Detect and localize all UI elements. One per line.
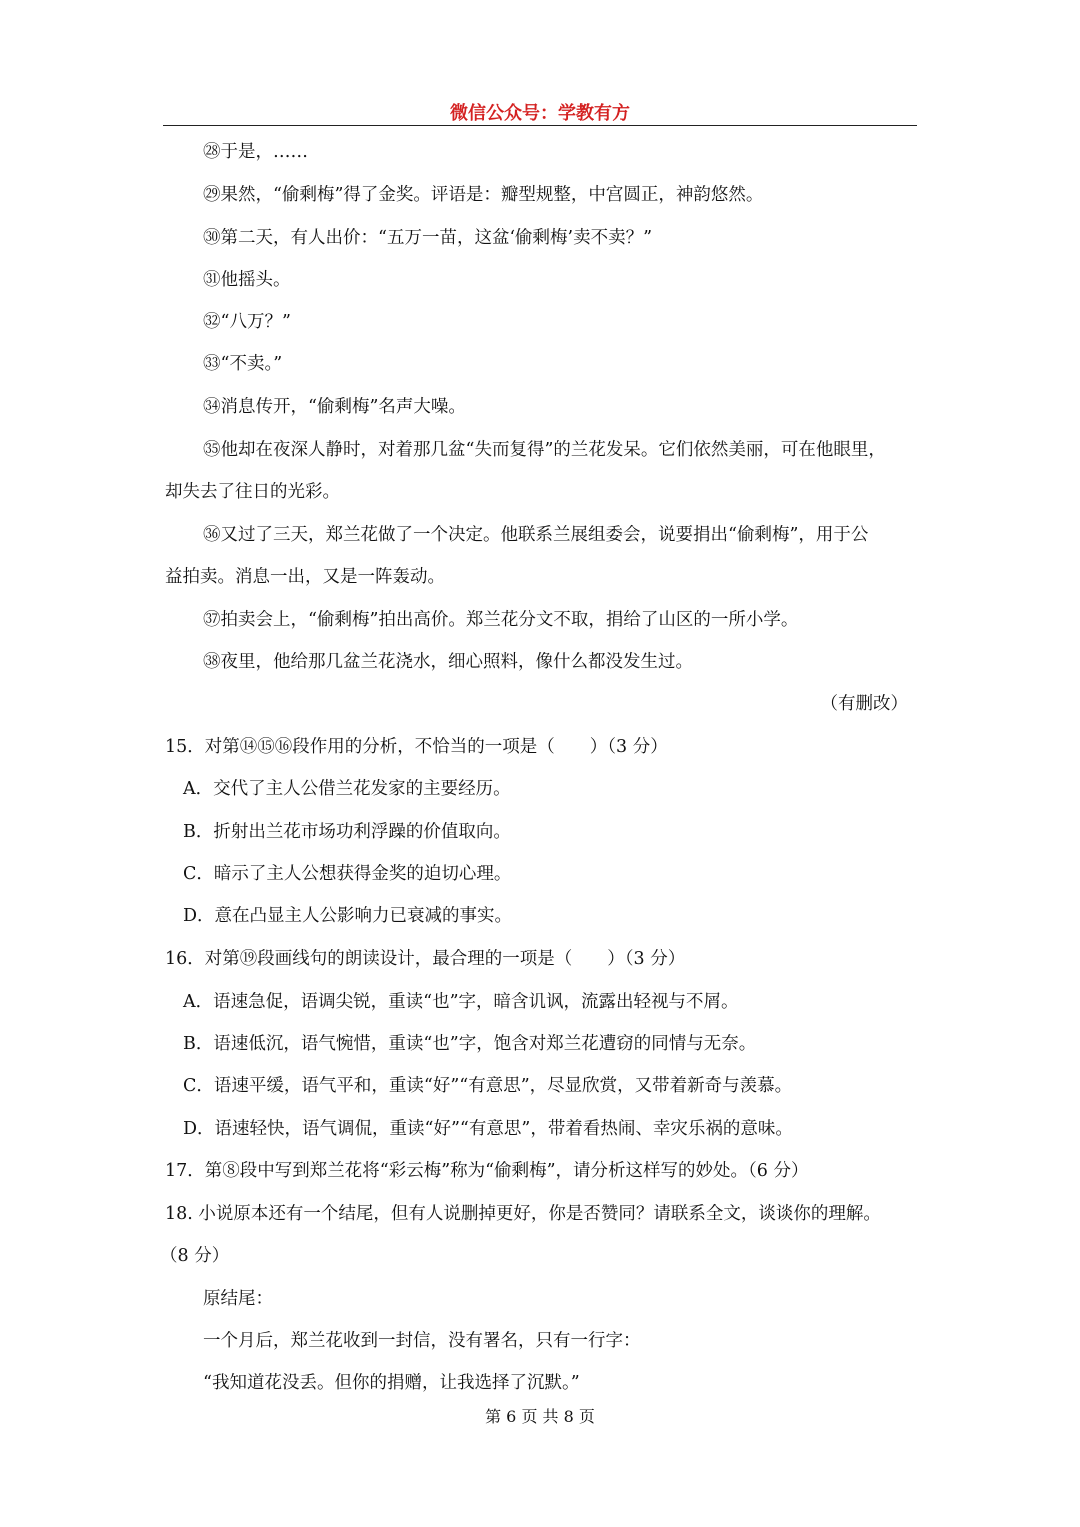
paragraph-34: ㉞消息传开，“偷剩梅”名声大噪。 (203, 397, 466, 417)
question-16-option-c: C．语速平缓，语气平和，重读“好”“有意思”，尽显欣赏，又带着新奇与羡慕。 (183, 1076, 793, 1096)
original-ending-line2: “我知道花没丢。但你的捐赠，让我选择了沉默。” (203, 1373, 580, 1393)
paragraph-36-line1: ㊱又过了三天，郑兰花做了一个决定。他联系兰展组委会，说要捐出“偷剩梅”，用于公 (203, 525, 869, 545)
header-title: 微信公众号：学教有方 (450, 103, 630, 124)
source-note: （有删改） (820, 694, 908, 714)
header-rule (163, 125, 917, 126)
paragraph-35-line1: ㉟他却在夜深人静时，对着那几盆“失而复得”的兰花发呆。它们依然美丽，可在他眼里， (203, 440, 886, 460)
paragraph-32: ㉜“八万？” (203, 312, 291, 332)
page-number: 第 6 页 共 8 页 (485, 1407, 595, 1426)
paragraph-30: ㉚第二天，有人出价：“五万一苗，这盆‘偷剩梅’卖不卖？” (203, 228, 653, 248)
question-16-option-a: A．语速急促，语调尖锐，重读“也”字，暗含讥讽，流露出轻视与不屑。 (183, 992, 739, 1012)
question-15-option-b: B．折射出兰花市场功利浮躁的价值取向。 (183, 822, 511, 842)
paragraph-38: ㊳夜里，他给那几盆兰花浇水，细心照料，像什么都没发生过。 (203, 652, 693, 672)
paragraph-28: ㉘于是，…… (203, 142, 308, 162)
original-ending-label: 原结尾： (203, 1289, 273, 1309)
question-18-stem-line2: （8 分） (160, 1246, 230, 1266)
paragraph-29: ㉙果然，“偷剩梅”得了金奖。评语是：瓣型规整，中宫圆正，神韵悠然。 (203, 185, 764, 205)
question-18-stem-line1: 18. 小说原本还有一个结尾，但有人说删掉更好，你是否赞同？请联系全文，谈谈你的理解。 (165, 1204, 881, 1224)
paragraph-37: ㊲拍卖会上，“偷剩梅”拍出高价。郑兰花分文不取，捐给了山区的一所小学。 (203, 610, 799, 630)
question-16-option-b: B．语速低沉，语气惋惜，重读“也”字，饱含对郑兰花遭窃的同情与无奈。 (183, 1034, 757, 1054)
original-ending-line1: 一个月后，郑兰花收到一封信，没有署名，只有一行字： (203, 1331, 641, 1351)
question-15-option-c: C．暗示了主人公想获得金奖的迫切心理。 (183, 864, 512, 884)
paragraph-31: ㉛他摇头。 (203, 270, 291, 290)
question-15-option-a: A．交代了主人公借兰花发家的主要经历。 (183, 779, 511, 799)
question-17-stem: 17．第⑧段中写到郑兰花将“彩云梅”称为“偷剩梅”，请分析这样写的妙处。（6 分） (165, 1161, 809, 1181)
paragraph-36-line2: 益拍卖。消息一出，又是一阵轰动。 (165, 567, 445, 587)
question-16-option-d: D．语速轻快，语气调侃，重读“好”“有意思”，带着看热闹、幸灾乐祸的意味。 (183, 1119, 793, 1139)
question-15-option-d: D．意在凸显主人公影响力已衰减的事实。 (183, 906, 513, 926)
question-15-stem: 15．对第⑭⑮⑯段作用的分析，不恰当的一项是（ ）（3 分） (165, 737, 668, 757)
paragraph-35-line2: 却失去了往日的光彩。 (165, 482, 340, 502)
paragraph-33: ㉝“不卖。” (203, 354, 283, 374)
question-16-stem: 16．对第⑲段画线句的朗读设计，最合理的一项是（ ）（3 分） (165, 949, 686, 969)
